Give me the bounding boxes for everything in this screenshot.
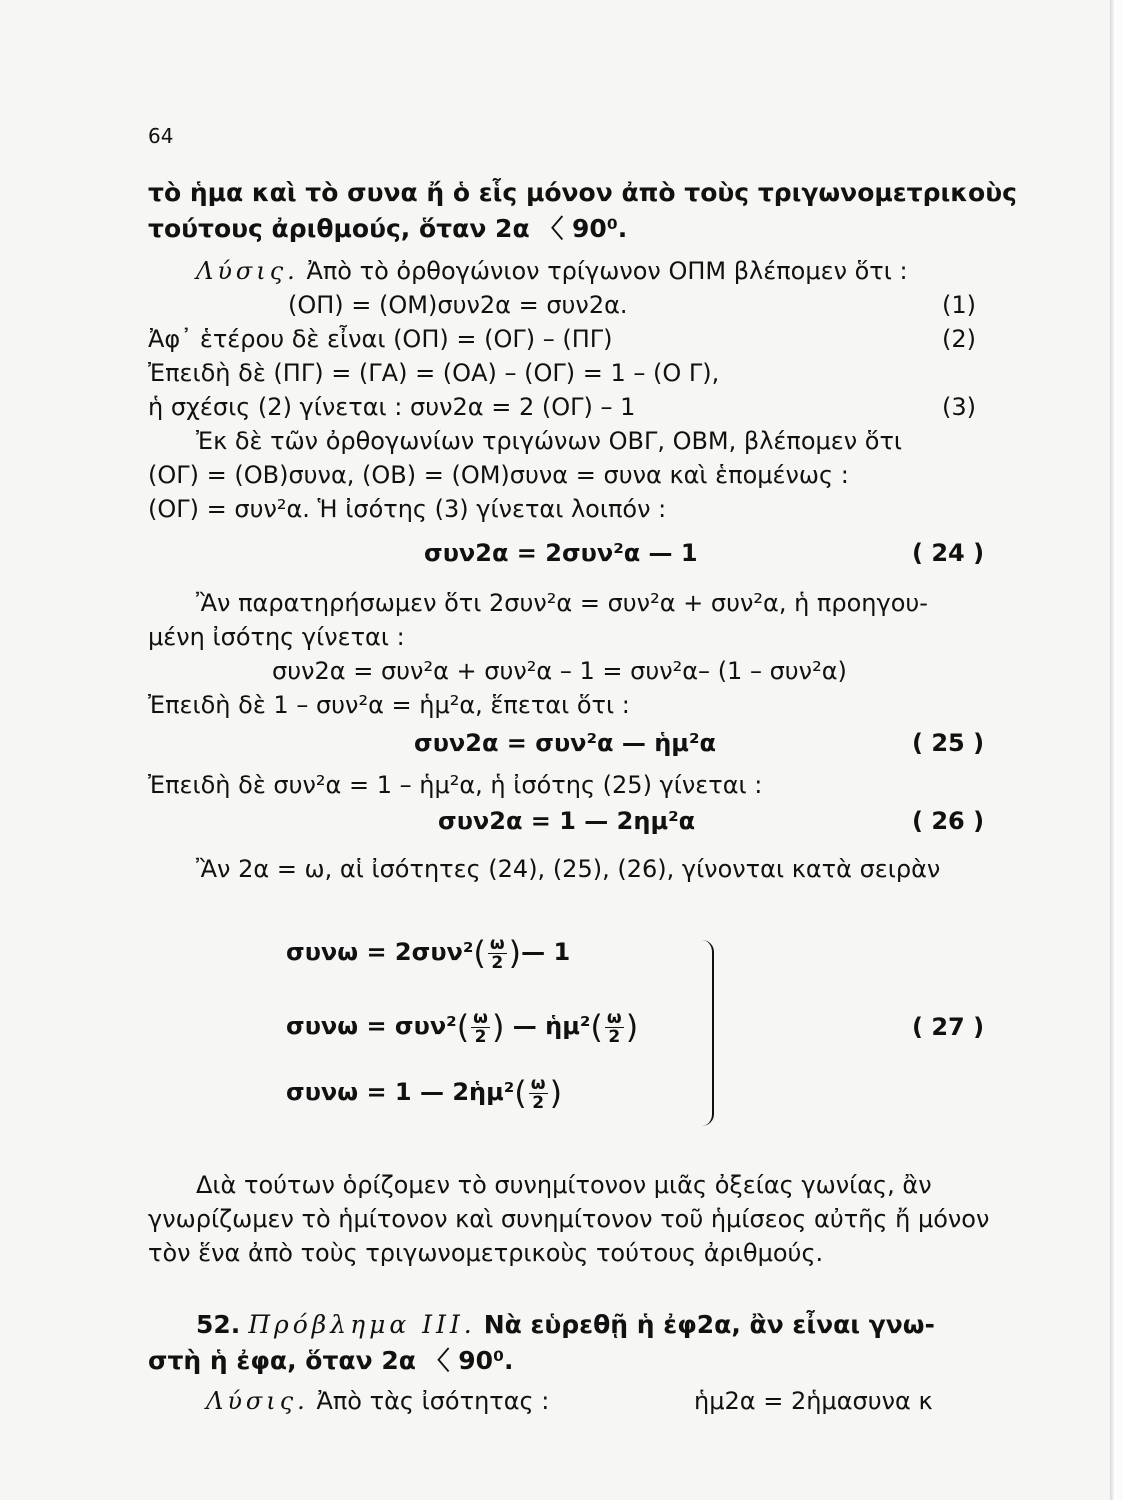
line-og-ob: (ΟΓ) = (ΟΒ)συνα, (ΟΒ) = (ΟΜ)συνα = συνα καὶ ἑπομένως : [148, 461, 849, 489]
line-epeidi-3: Ἐπειδὴ δὲ συν²α = 1 – ἡμ²α, ἡ ἰσότης (25) γίνεται : [148, 771, 763, 799]
statement-line-2: τούτους ἀριθμούς, ὅταν 2α 〈 90⁰. [148, 214, 628, 243]
paragraph-dia-1: Διὰ τούτων ὁρίζομεν τὸ συνημίτονον μιᾶς ὀξείας γωνίας, ἂν [196, 1171, 932, 1199]
problem-text-2: στὴ ἡ ἐφα, ὅταν 2α 〈 90⁰. [148, 1346, 514, 1375]
fraction-omega-over-2: $\frac{\omega}{2}$ [530, 1073, 546, 1113]
system-line-1-right: — 1 [521, 938, 571, 966]
page-number: 64 [148, 124, 174, 148]
line-epeidi-2: Ἐπειδὴ δὲ 1 – συν²α = ἡμ²α, ἕπεται ὅτι : [148, 691, 630, 719]
system-line-2-mid: — ἡμ² [512, 1012, 591, 1040]
problem-text-1: Νὰ εὑρεθῇ ἡ ἐφ2α, ἂν εἶναι γνω- [483, 1310, 935, 1339]
equation-26: συν2α = 1 — 2ημ²α [438, 807, 696, 835]
fraction-omega-over-2: $\frac{\omega}{2}$ [473, 1007, 488, 1047]
system-line-3-left: συνω = 1 — 2ἡμ² [286, 1078, 515, 1106]
equation-3-number: (3) [942, 393, 976, 421]
system-line-1-left: συνω = 2συν² [286, 938, 474, 966]
paragraph-dia-3: τὸν ἕνα ἀπὸ τοὺς τριγωνομετρικοὺς τούτους ἀριθμούς. [148, 1239, 824, 1267]
solution-2-equation: ἡμ2α = 2ἡμασυνα κ [694, 1387, 933, 1415]
solution-line [196, 256, 908, 286]
statement-line-1: τὸ ἡμα καὶ τὸ συνα ἤ ὁ εἷς μόνον ἀπὸ τοὺς τριγωνομετρικοὺς [148, 178, 1017, 207]
equation-24: συν2α = 2συν²α — 1 [424, 539, 698, 567]
fraction-omega-over-2: $\frac{\omega}{2}$ [489, 933, 505, 973]
line-expand: συν2α = συν²α + συν²α – 1 = συν²α– (1 – συν²α) [272, 657, 847, 685]
equation-25: συν2α = συν²α — ἡμ²α [414, 729, 716, 757]
equation-1-number: (1) [942, 291, 976, 319]
system-line-1: συνω = 2συν²( $\frac{\omega}{2}$ )— 1 [286, 933, 571, 973]
problem-number: 52. [196, 1310, 241, 1339]
problem-heading [196, 1310, 935, 1340]
right-brace [696, 940, 714, 1126]
problem-label: Πρόβλημα III. [248, 1310, 476, 1339]
equation-26-number: ( 26 ) [912, 807, 985, 835]
fraction-omega-over-2: $\frac{\omega}{2}$ [606, 1007, 622, 1047]
solution-intro: Ἀπὸ τὸ ὀρθογώνιον τρίγωνον ΟΠΜ βλέπομεν ὅτι : [306, 257, 908, 285]
equation-2-number: (2) [942, 325, 976, 353]
equation-27-number: ( 27 ) [912, 1013, 985, 1041]
line-ek: Ἐκ δὲ τῶν ὀρθογωνίων τριγώνων ΟΒΓ, ΟΒΜ, βλέπομεν ὅτι [196, 427, 903, 455]
line-epeidi-1: Ἐπειδὴ δὲ (ΠΓ) = (ΓΑ) = (ΟΑ) – (ΟΓ) = 1 – (Ο Γ), [148, 359, 720, 387]
equation-1: (ΟΠ) = (ΟΜ)συν2α = συν2α. [288, 291, 628, 319]
solution-2-label: Λύσις. [206, 1387, 309, 1415]
paragraph-dia-2: γνωρίζωμεν τὸ ἡμίτονον καὶ συνημίτονον τοῦ ἡμίσεος αὐτῆς ἤ μόνον [148, 1205, 990, 1233]
page-edge [1110, 0, 1122, 1500]
system-line-2-left: συνω = συν² [286, 1012, 457, 1040]
line-sxesis: ἡ σχέσις (2) γίνεται : συν2α = 2 (ΟΓ) – 1 [148, 393, 636, 421]
line-afeterou: Ἀφ᾽ ἑτέρου δὲ εἶναι (ΟΠ) = (ΟΓ) – (ΠΓ) [148, 325, 613, 353]
line-an-2: Ἂν 2α = ω, αἱ ἰσότητες (24), (25), (26), γίνονται κατὰ σειρὰν [196, 855, 941, 883]
system-line-2: συνω = συν²( $\frac{\omega}{2}$ ) — ἡμ²( $\frac{\omega}{2}$ ) [286, 1007, 639, 1047]
line-an-1b: μένη ἰσότης γίνεται : [148, 623, 405, 651]
solution-2-line [206, 1386, 549, 1416]
solution-2-text: Ἀπὸ τὰς ἰσότητας : [316, 1387, 550, 1415]
solution-label: Λύσις. [196, 257, 299, 285]
system-line-3: συνω = 1 — 2ἡμ²( $\frac{\omega}{2}$ ) [286, 1073, 563, 1113]
equation-25-number: ( 25 ) [912, 729, 985, 757]
line-og-syn: (ΟΓ) = συν²α. Ἡ ἰσότης (3) γίνεται λοιπόν : [148, 495, 667, 523]
equation-24-number: ( 24 ) [912, 539, 985, 567]
line-an-1a: Ἂν παρατηρήσωμεν ὅτι 2συν²α = συν²α + συν²α, ἡ προηγου- [196, 589, 928, 617]
